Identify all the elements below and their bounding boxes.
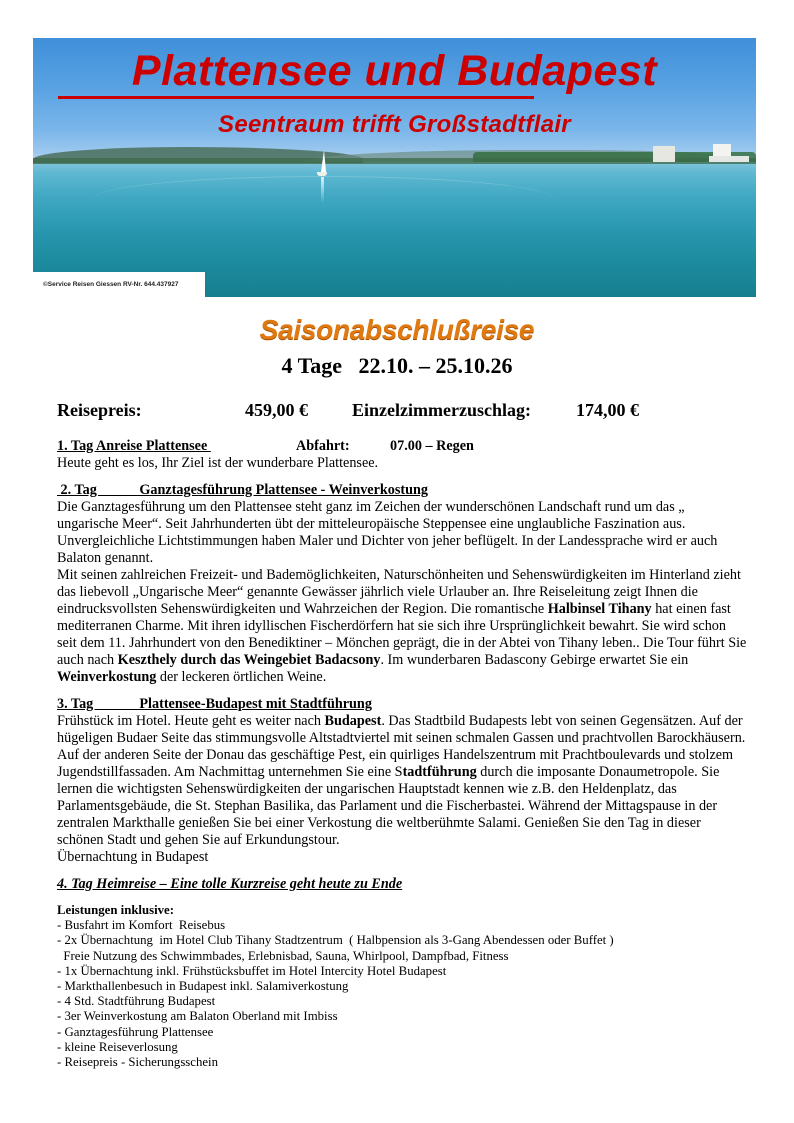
day-4-heading: 4. Tag Heimreise – Eine tolle Kurzreise geht heute zu Ende — [57, 876, 403, 892]
text-run: durch die imposante Donaumetropole. Sie lernen die wichtigsten Sehenswürdigkeiten der ungarischen Hauptstadt kennen wie z.B. den Heldenplatz, das Parlamentsgebäude, die St. Stephan Basilika, das Parlament und die Fischerbastei. Während der Mittagspause in der zentralen Markthalle genießen Sie bei einer Verkostung die weltberühmte Salami. Genießen Sie den Tag in dieser schönen Stadt und gehen Sie auf Erkundungstour. — [57, 764, 720, 848]
highlight-city-tour: tadtführung — [402, 764, 477, 780]
price-label: Reisepreis: — [57, 400, 142, 420]
day-1 — [57, 438, 747, 472]
inclusion-item: - 4 Std. Stadtführung Budapest — [57, 994, 216, 1009]
departure-value: 07.00 – Regen — [390, 438, 474, 454]
spacer — [57, 866, 747, 876]
itinerary — [57, 438, 747, 1070]
header-banner-image — [33, 38, 756, 297]
highlight-tihany: Halbinsel Tihany — [547, 601, 652, 617]
spacer — [57, 893, 747, 903]
highlight-budapest: Budapest — [324, 713, 382, 729]
departure-label: Abfahrt: — [296, 438, 350, 454]
text-run: Mit seinen zahlreichen Freizeit- und Bademöglichkeiten, Naturschönheiten und Sehenswürdigkeiten im Hinterland zieht das liebevoll „Ungarische Meer“ genannte Gewässer jährlich viele Urlauber an. Ihre Reiseleitung zeigt Ihnen die eindrucksvollsten Sehenswürdigkeiten und Wahrzeichen der Region. Die romantische — [57, 567, 741, 617]
banner-subtitle: Seentraum trifft Großstadtflair — [218, 111, 571, 138]
spacer — [57, 686, 747, 696]
sailboat-icon — [321, 150, 326, 172]
text-run: . Das Stadtbild Budapests lebt von seinen Gegensätzen. Auf der hügeligen Budaer Seite das stimmungsvolle Altstadtviertel mit seinen schmalen Gassen und prachtvollen Barockhäusern. Auf der anderen Seite der Donau das geschäftige Pest, ein quirliges Handelszentrum mit Prachtboulevards und stolzem Jugendstillfassaden. Am Nachmittag unternehmen Sie eine S — [57, 713, 746, 780]
shoreline — [33, 158, 756, 164]
inclusions-heading: Leistungen inklusive: — [57, 903, 174, 917]
inclusion-item: Freie Nutzung des Schwimmbades, Erlebnisbad, Sauna, Whirlpool, Dampfbad, Fitness — [57, 948, 509, 963]
tour-dates: 4 Tage 22.10. – 25.10.26 — [281, 353, 513, 378]
inclusion-item: - Reisepreis - Sicherungsschein — [57, 1055, 218, 1070]
day-2-paragraph-2 — [57, 567, 747, 686]
day-2 — [57, 482, 747, 686]
text-run: . Im wunderbaren Badascony Gebirge erwartet Sie ein — [380, 652, 689, 668]
inclusion-item: - 3er Weinverkostung am Balaton Oberland mit Imbiss — [57, 1009, 338, 1024]
single-supplement-value: 174,00 € — [576, 400, 639, 420]
day-4 — [57, 876, 747, 893]
inclusion-item: - Ganztagesführung Plattensee — [57, 1024, 214, 1039]
text-run: der leckeren örtlichen Weine. — [156, 669, 327, 685]
single-supplement-label: Einzelzimmerzuschlag: — [352, 400, 531, 420]
text-run: Frühstück im Hotel. Heute geht es weiter nach — [57, 713, 325, 729]
day-2-paragraph-1: Die Ganztagesführung um den Plattensee steht ganz im Zeichen der wunderschönen Landschaft rund um das „ ungarische Meer“. Seit Jahrhunderten übt der mitteleuropäische Steppensee eine unglaubliche Faszination aus. Unvergleichliche Lichtstimmungen haben Maler und Dichter von jeher beflügelt. In der Landessprache wird er auch Balaton genannt. — [57, 499, 718, 566]
day-3-text — [57, 713, 747, 849]
sailboat-hull-icon — [317, 172, 327, 176]
highlight-keszthely: Keszthely durch das Weingebiet Badacsony — [117, 652, 381, 668]
day-2-heading: 2. Tag Ganztagesführung Plattensee - Weinverkostung — [57, 482, 428, 498]
inclusion-item: - 1x Übernachtung inkl. Frühstücksbuffet im Hotel Intercity Hotel Budapest — [57, 963, 447, 978]
sailboat-reflection — [321, 177, 324, 203]
day-3-heading: 3. Tag Plattensee-Budapest mit Stadtführung — [57, 696, 372, 712]
inclusion-item: - Markthallenbesuch in Budapest inkl. Salamiverkostung — [57, 979, 349, 994]
highlight-wine-tasting: Weinverkostung — [57, 669, 157, 685]
day-3-overnight: Übernachtung in Budapest — [57, 849, 209, 865]
inclusion-item: - kleine Reiseverlosung — [57, 1039, 178, 1054]
day-1-heading: 1. Tag Anreise Plattensee — [57, 438, 211, 454]
text-run: hat einen fast mediterranen Charme. Mit ihren idyllischen Fischerdörfern hat sie sich ihre Ursprünglichkeit bewahrt. Sie wird schon seit dem 11. Jahrhundert von den Benediktiner – Mönchen geprägt, die in der Abtei von Tihany leben.. Die Tour führt Sie auch nach — [57, 601, 747, 668]
price-value: 459,00 € — [245, 400, 308, 420]
inclusion-item: - Busfahrt im Komfort Reisebus — [57, 918, 226, 933]
price-row — [57, 398, 757, 424]
spacer — [57, 472, 747, 482]
hotel-building-icon — [653, 146, 675, 162]
inclusions — [57, 903, 747, 1070]
banner-title: Plattensee und Budapest — [131, 47, 658, 95]
day-1-text: Heute geht es los, Ihr Ziel ist der wunderbare Plattensee. — [57, 455, 379, 471]
copyright-notice: ©Service Reisen Giessen RV-Nr. 644.437927 — [33, 272, 205, 297]
day-3 — [57, 696, 747, 866]
inclusion-item: - 2x Übernachtung im Hotel Club Tihany Stadtzentrum ( Halbpension als 3-Gang Abendessen oder Buffet ) — [57, 933, 614, 948]
hotel-building-icon — [709, 156, 749, 162]
banner-title-underline — [58, 96, 534, 99]
tour-type-heading: Saisonabschlußreise — [259, 314, 535, 345]
day-1-heading-row — [57, 438, 747, 455]
